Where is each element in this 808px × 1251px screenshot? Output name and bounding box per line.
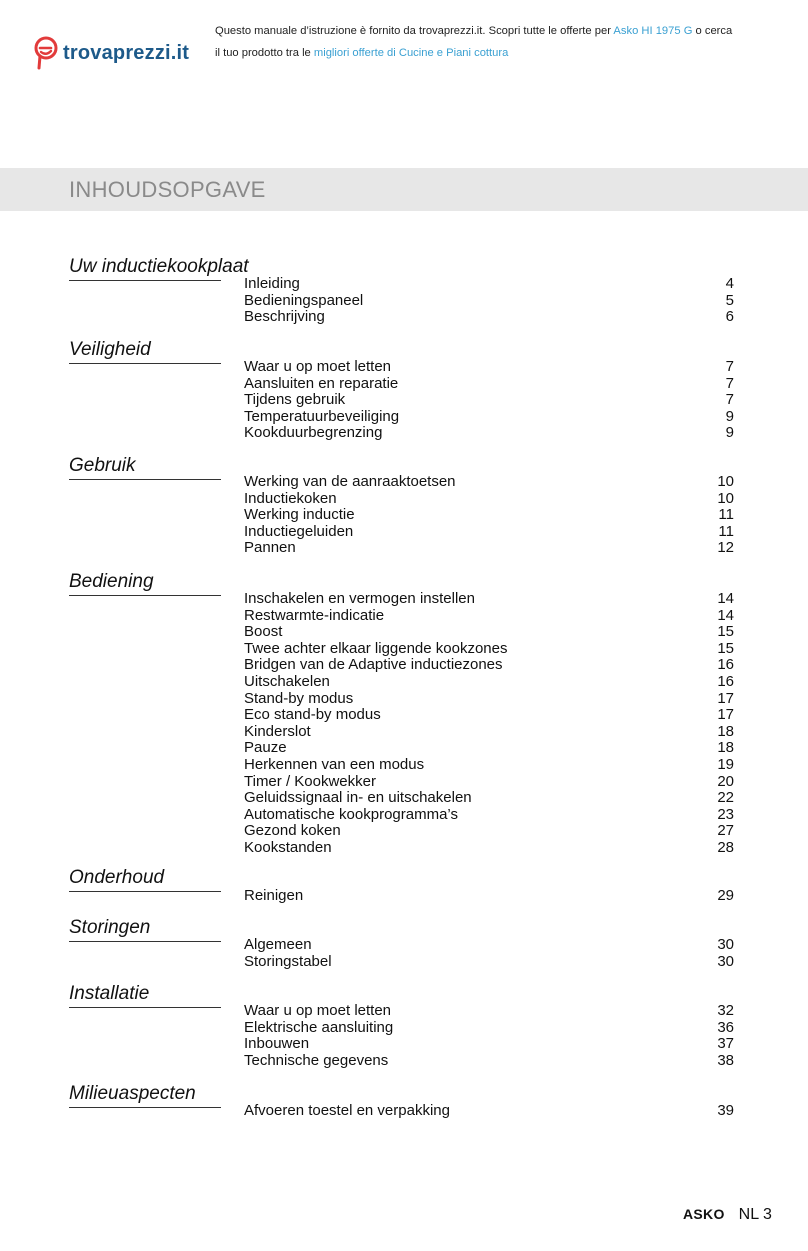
toc-entry[interactable] [244,822,734,839]
toc-entry[interactable] [244,590,734,607]
toc-entry[interactable] [244,1052,734,1069]
toc-entry-label: Inductiegeluiden [244,522,354,540]
toc-entry-label: Gezond koken [244,822,341,840]
toc-entry-label: Beschrijving [244,308,325,326]
toc-entry-page-number: 10 [717,489,734,507]
trovaprezzi-logo[interactable] [34,36,189,70]
toc-entry[interactable] [244,739,734,756]
toc-entry-label: Werking inductie [244,506,355,524]
toc-entry[interactable] [244,1035,734,1052]
toc-entry[interactable] [244,539,734,556]
toc-entry-page-number: 17 [717,689,734,707]
toc-entry-page-number: 7 [725,358,734,375]
toc-entry-page-number: 9 [725,424,734,442]
section-divider [69,941,221,942]
toc-entry[interactable] [244,690,734,707]
section-divider [69,1107,221,1108]
toc-entry-page-number: 17 [717,706,734,724]
toc-entry-label: Inductiekoken [244,489,337,507]
toc-entry[interactable] [244,623,734,640]
section-divider [69,280,221,281]
toc-entry-label: Kookduurbegrenzing [244,424,383,442]
toc-entry[interactable] [244,953,734,970]
toc-entry[interactable] [244,773,734,790]
toc-entry-label: Bedieningspaneel [244,291,364,309]
toc-entry-page-number: 32 [717,1002,734,1019]
toc-entry[interactable] [244,275,734,292]
toc-entry[interactable] [244,640,734,657]
toc-entry-label: Automatische kookprogramma’s [244,805,458,823]
toc-entry[interactable] [244,673,734,690]
toc-entry-page-number: 30 [717,936,734,953]
toc-entry-page-number: 16 [717,673,734,690]
toc-entry-label: Kookstanden [244,839,332,856]
toc-entry[interactable] [244,723,734,740]
toc-entry[interactable] [244,358,734,375]
toc-entry-label: Uitschakelen [244,673,330,690]
toc-entry[interactable] [244,706,734,723]
toc-entry-page-number: 18 [717,739,734,757]
toc-entry-label: Pannen [244,539,296,557]
notice-line1-prefix: Questo manuale d’istruzione è fornito da trovaprezzi.it. Scopri tutte le offerte per [215,25,614,37]
toc-entry-label: Timer / Kookwekker [244,772,376,790]
toc-entry-label: Tijdens gebruik [244,391,346,409]
toc-entry-page-number: 36 [717,1018,734,1036]
toc-entry-page-number: 7 [725,391,734,409]
toc-entry-page-number: 29 [717,887,734,904]
toc-entry-label: Bridgen van de Adaptive inductiezones [244,656,503,674]
toc-entry-page-number: 22 [717,789,734,807]
toc-entry[interactable] [244,936,734,953]
section-divider [69,891,221,892]
toc-entry-page-number: 30 [717,952,734,970]
toc-entry[interactable] [244,756,734,773]
toc-entry-page-number: 39 [717,1102,734,1119]
logo-text: trovaprezzi.it [63,41,190,64]
toc-entry-page-number: 11 [718,506,734,524]
toc-section-title: Veiligheid [69,339,151,360]
toc-entry-page-number: 10 [717,473,734,490]
toc-entry-label: Eco stand-by modus [244,706,381,724]
toc-entry-page-number: 37 [717,1035,734,1053]
toc-section-title: Onderhoud [69,867,165,888]
toc-entry[interactable] [244,887,734,904]
toc-section-title: Bediening [69,571,154,592]
toc-entry-page-number: 12 [717,539,734,557]
toc-entry-label: Inleiding [244,275,300,292]
toc-entry-page-number: 4 [725,275,734,292]
toc-title: INHOUDSOPGAVE [69,177,266,202]
toc-entry-label: Reinigen [244,887,304,904]
toc-entry-label: Stand-by modus [244,689,354,707]
toc-entry[interactable] [244,607,734,624]
notice-line-1 [215,20,775,42]
toc-section-title: Milieuaspecten [69,1083,196,1104]
toc-section-title: Installatie [69,983,150,1004]
toc-entry-label: Twee achter elkaar liggende kookzones [244,639,508,657]
toc-entry-page-number: 38 [717,1051,734,1069]
toc-entry[interactable] [244,506,734,523]
toc-entry-page-number: 6 [725,308,734,326]
notice-line1-suffix: o cerca [692,25,733,37]
trovaprezzi-notice [215,20,775,64]
toc-entry-label: Elektrische aansluiting [244,1018,394,1036]
toc-entry-page-number: 19 [717,756,734,773]
toc-entry[interactable] [244,523,734,540]
toc-entry-label: Technische gegevens [244,1051,389,1069]
section-divider [69,479,221,480]
section-divider [69,1007,221,1008]
toc-entry[interactable] [244,789,734,806]
toc-entry-label: Waar u op moet letten [244,1002,392,1019]
toc-entry-page-number: 18 [717,722,734,740]
toc-entry-label: Geluidssignaal in- en uitschakelen [244,789,472,807]
toc-entry[interactable] [244,1102,734,1119]
toc-entry-page-number: 15 [717,639,734,657]
notice-line2-prefix: il tuo prodotto tra le [215,47,314,59]
toc-entry-label: Aansluiten en reparatie [244,374,399,392]
toc-entry-label: Algemeen [244,936,312,953]
toc-entry-label: Temperatuurbeveiliging [244,407,400,425]
toc-entry-label: Afvoeren toestel en verpakking [244,1102,450,1119]
toc-entry[interactable] [244,656,734,673]
toc-entry[interactable] [244,408,734,425]
toc-entry[interactable] [244,308,734,325]
toc-entry-label: Restwarmte-indicatie [244,606,385,624]
toc-entry[interactable] [244,839,734,856]
toc-entry[interactable] [244,424,734,441]
toc-entry-page-number: 7 [725,374,734,392]
toc-entry-label: Inbouwen [244,1035,310,1053]
toc-entry-page-number: 28 [717,839,734,856]
toc-entry-label: Boost [244,623,283,641]
page-footer [683,1206,772,1224]
offers-link[interactable]: migliori offerte di Cucine e Piani cottura [313,47,509,59]
toc-section-title: Uw inductiekookplaat [69,256,249,277]
toc-entry[interactable] [244,1019,734,1036]
toc-entry-page-number: 14 [717,590,734,607]
toc-entry-page-number: 9 [725,407,734,425]
toc-entry-page-number: 16 [717,656,734,674]
toc-entry[interactable] [244,391,734,408]
toc-entry-page-number: 11 [718,522,734,540]
toc-entry-page-number: 5 [725,291,734,309]
toc-entry[interactable] [244,375,734,392]
toc-entry-page-number: 20 [717,772,734,790]
toc-entry[interactable] [244,473,734,490]
toc-entry-label: Pauze [244,739,287,757]
toc-entry[interactable] [244,490,734,507]
footer-brand: ASKO [683,1206,725,1222]
section-divider [69,363,221,364]
footer-page-number: NL 3 [738,1206,772,1223]
section-divider [69,595,221,596]
toc-entry-page-number: 27 [717,822,734,840]
toc-entry-label: Inschakelen en vermogen instellen [244,590,475,607]
toc-entry-label: Kinderslot [244,722,311,740]
toc-entry[interactable] [244,292,734,309]
toc-entry-page-number: 15 [717,623,734,641]
toc-section-title: Gebruik [69,455,136,476]
toc-section-title: Storingen [69,917,151,938]
toc-entry[interactable] [244,806,734,823]
toc-entry-label: Herkennen van een modus [244,756,425,773]
toc-entry-page-number: 14 [717,606,734,624]
toc-entry-label: Werking van de aanraaktoetsen [244,473,456,490]
toc-entry-label: Storingstabel [244,952,332,970]
toc-entry[interactable] [244,1002,734,1019]
price-tag-icon [34,36,60,70]
product-link[interactable]: Asko HI 1975 G [613,25,693,37]
toc-entry-label: Waar u op moet letten [244,358,392,375]
toc-header-band [0,168,808,211]
notice-line-2 [215,42,775,64]
toc-entry-page-number: 23 [717,805,734,823]
